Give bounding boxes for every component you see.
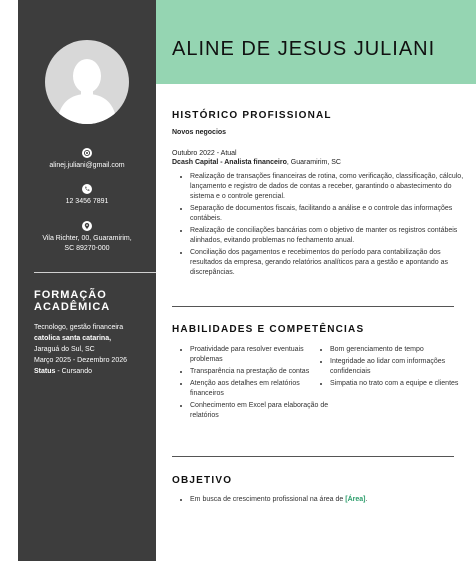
education-title-line-1: FORMAÇÃO [34, 289, 107, 301]
section-divider [172, 306, 454, 307]
education-title [34, 289, 154, 313]
location-pin-icon [82, 221, 92, 231]
objective-highlight: [Área] [345, 496, 366, 503]
list-item: • Conhecimento em Excel para elaboração de relatórios [190, 401, 332, 421]
education-course: Tecnologo, gestão financeira [34, 324, 124, 331]
education-period: Março 2025 - Dezembro 2026 [34, 357, 127, 364]
list-item: • Transparência na prestação de contas [190, 367, 332, 377]
list-item: • Simpatia no trato com a equipe e clientes [330, 379, 470, 389]
job-heading [172, 159, 341, 166]
list-item: • Proatividade para resolver eventuais problemas [190, 345, 332, 365]
history-title: HISTÓRICO PROFISSIONAL [172, 110, 332, 121]
objective-title: OBJETIVO [172, 475, 233, 486]
list-item: • Atenção aos detalhes em relatórios financeiros [190, 379, 332, 399]
objective-text: Em busca de crescimento profissional na área de [190, 496, 346, 503]
list-item: • Realização de conciliações bancárias com o objetivo de manter os registros contábeis alinhados, evitando problemas no fechamento anual. [190, 226, 466, 246]
email-text: alinej.juliani@gmail.com [49, 162, 125, 169]
job-company-role: Dcash Capital - Analista financeiro [172, 159, 287, 166]
list-item [190, 495, 466, 505]
skills-right-list [314, 345, 470, 391]
list-item: • Separação de documentos fiscais, facilitando a análise e o controle das informações contábeis. [190, 204, 466, 224]
person-silhouette-icon [45, 40, 129, 124]
education-city: Jaraguá do Sul, SC [34, 346, 95, 353]
education-school: catolica santa catarina, [34, 335, 112, 342]
contact-email [18, 148, 156, 171]
list-item: • Bom gerenciamento de tempo [330, 345, 470, 355]
address-line-2: SC 89270-000 [64, 245, 110, 252]
phone-icon [82, 184, 92, 194]
section-divider [172, 456, 454, 457]
avatar [45, 40, 129, 124]
list-item: • Integridade ao lidar com informações confidenciais [330, 357, 470, 377]
list-item: • Conciliação dos pagamentos e recebimentos do período para contabilização dos resultados da empresa, gerando relatórios analíticos para a gestão e apontando as discrepâncias. [190, 248, 466, 278]
phone-text: 12 3456 7891 [65, 198, 109, 205]
objective-end: . [365, 496, 368, 503]
sidebar [18, 0, 156, 561]
left-margin [0, 0, 18, 561]
address-line-1: Vila Richter, 00, Guaramirim, [42, 235, 132, 242]
education-status [34, 366, 154, 377]
skills-title: HABILIDADES E COMPETÊNCIAS [172, 324, 365, 335]
job-period: Outubro 2022 - Atual [172, 150, 237, 157]
education-status-value: - Cursando [55, 368, 92, 375]
history-subtitle: Novos negocios [172, 129, 227, 136]
job-location: , Guaramirim, SC [286, 159, 341, 166]
contact-address [18, 221, 156, 254]
skills-left-list [174, 345, 332, 423]
education-title-line-2: ACADÊMICA [34, 301, 111, 313]
objective-list [174, 495, 466, 507]
candidate-name: ALINE DE JESUS JULIANI [172, 38, 436, 60]
sidebar-divider [34, 272, 156, 273]
list-item: • Realização de transações financeiras de rotina, como verificação, classificação, cálculo, lançamento e registro de dados de contas a receber, garantindo o abastecimento do sistema e o controle gerencial. [190, 172, 466, 202]
job-bullets [174, 172, 466, 280]
contact-phone [18, 184, 156, 207]
education-details [34, 322, 154, 377]
education-status-label: Status [34, 368, 56, 375]
at-icon [82, 148, 92, 158]
